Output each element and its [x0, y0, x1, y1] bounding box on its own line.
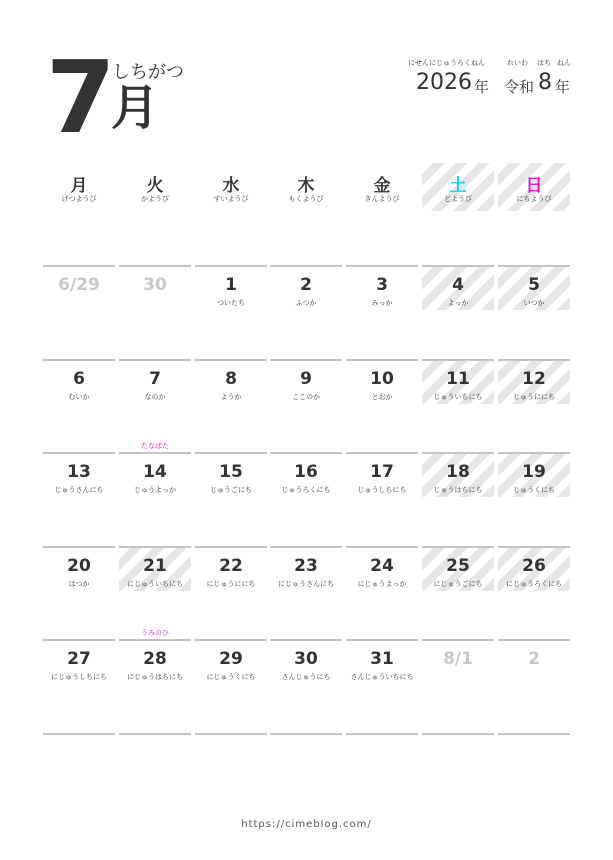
weekday-header	[422, 163, 494, 211]
weekday-reading: すいようび	[213, 195, 249, 203]
day-cell	[119, 629, 191, 733]
weekday-header	[119, 163, 191, 211]
day-number: 14	[143, 462, 167, 482]
day-cell	[270, 452, 342, 546]
weekday-kanji: 火	[146, 176, 164, 196]
weekday-kanji: 水	[222, 176, 240, 196]
day-reading: にじゅうごにち	[433, 580, 483, 588]
weekday-kanji: 月	[70, 176, 88, 196]
weekday-reading: にちようび	[516, 195, 552, 203]
day-number: 24	[370, 556, 394, 576]
day-number: 18	[446, 462, 470, 482]
day-reading: とおか	[371, 393, 393, 401]
day-number: 6	[73, 369, 85, 389]
day-reading: ふつか	[295, 299, 317, 307]
day-cell	[270, 265, 342, 359]
day-cell	[43, 639, 115, 733]
day-reading: じゅうしちにち	[357, 486, 407, 494]
day-reading: じゅうくにち	[513, 486, 555, 494]
day-number: 26	[522, 556, 546, 576]
day-number: 8/1	[443, 649, 473, 669]
day-cell	[195, 359, 267, 453]
era-name: 令和	[504, 78, 535, 96]
day-reading: にじゅうはちにち	[127, 673, 183, 681]
day-cell	[195, 265, 267, 359]
era-reading-3: ねん	[557, 59, 571, 67]
month-reading: しちがつ	[112, 62, 184, 83]
day-number: 15	[219, 462, 243, 482]
day-number: 25	[446, 556, 470, 576]
day-cell	[422, 452, 494, 546]
day-number: 19	[522, 462, 546, 482]
grid-bottom-line	[498, 733, 570, 735]
grid-bottom-line	[346, 733, 418, 735]
day-number: 2	[528, 649, 540, 669]
weekday-header	[195, 163, 267, 211]
day-number: 17	[370, 462, 394, 482]
day-reading: よっか	[447, 299, 469, 307]
day-number: 20	[67, 556, 91, 576]
year-number: 2026	[416, 70, 472, 95]
weekday-kanji: 金	[373, 176, 391, 196]
day-reading: いつか	[523, 299, 545, 307]
day-number: 29	[219, 649, 243, 669]
day-reading: にじゅういちにち	[127, 580, 183, 588]
day-cell	[498, 452, 570, 546]
day-reading: にじゅうろくにち	[506, 580, 562, 588]
weekday-header	[43, 163, 115, 211]
day-number: 1	[225, 275, 237, 295]
day-reading: じゅうさんにち	[54, 486, 104, 494]
year-unit: 年	[474, 78, 490, 96]
day-number: 27	[67, 649, 91, 669]
event-label: たなばた	[141, 442, 169, 450]
grid-bottom-line	[270, 733, 342, 735]
day-cell	[346, 359, 418, 453]
day-number: 22	[219, 556, 243, 576]
day-cell	[422, 639, 494, 733]
day-cell	[422, 265, 494, 359]
day-cell	[498, 359, 570, 453]
weekday-reading: げつようび	[61, 195, 97, 203]
day-number: 2	[300, 275, 312, 295]
day-cell	[270, 359, 342, 453]
day-cell	[498, 639, 570, 733]
day-number: 9	[300, 369, 312, 389]
day-reading: じゅうろくにち	[281, 486, 331, 494]
year-block	[400, 58, 580, 108]
day-reading: はつか	[68, 580, 90, 588]
weekday-kanji: 日	[525, 176, 543, 196]
event-label: うみのひ	[141, 629, 169, 637]
weekday-header	[346, 163, 418, 211]
day-number: 28	[143, 649, 167, 669]
day-reading: ここのか	[292, 393, 320, 401]
footer-url: https://cimeblog.com/	[241, 819, 372, 830]
day-number: 30	[294, 649, 318, 669]
day-cell	[195, 639, 267, 733]
day-cell	[119, 442, 191, 546]
era-reading-2: はち	[537, 59, 551, 67]
weekday-header	[498, 163, 570, 211]
day-reading: みっか	[371, 299, 393, 307]
day-reading: にじゅうににち	[206, 580, 256, 588]
day-cell	[422, 546, 494, 640]
weekday-reading: きんようび	[364, 195, 400, 203]
day-cell	[422, 359, 494, 453]
day-reading: にじゅうくにち	[206, 673, 256, 681]
year-reading: にせんにじゅうろくねん	[408, 59, 485, 67]
day-cell	[119, 359, 191, 453]
day-cell	[346, 265, 418, 359]
day-cell	[43, 359, 115, 453]
grid-bottom-line	[119, 733, 191, 735]
era-number: 8	[538, 70, 552, 95]
day-cell	[346, 639, 418, 733]
day-cell	[195, 452, 267, 546]
day-reading: じゅうはちにち	[433, 486, 483, 494]
weekday-reading: どようび	[444, 195, 472, 203]
day-number: 31	[370, 649, 394, 669]
day-reading: むいか	[68, 393, 90, 401]
weekday-header	[270, 163, 342, 211]
weekday-reading: もくようび	[288, 195, 324, 203]
day-number: 30	[143, 275, 167, 295]
day-reading: にじゅうしちにち	[51, 673, 107, 681]
day-cell	[43, 452, 115, 546]
day-number: 3	[376, 275, 388, 295]
day-reading: じゅういちにち	[433, 393, 483, 401]
era-unit: 年	[555, 78, 571, 96]
day-number: 10	[370, 369, 394, 389]
weekday-reading: かようび	[141, 195, 169, 203]
month-number: 7	[46, 39, 114, 156]
day-number: 13	[67, 462, 91, 482]
grid-bottom-line	[195, 733, 267, 735]
month-kanji: 月	[111, 80, 160, 136]
day-number: 12	[522, 369, 546, 389]
day-cell	[43, 265, 115, 359]
day-number: 8	[225, 369, 237, 389]
day-cell	[498, 265, 570, 359]
day-number: 5	[528, 275, 540, 295]
weekday-kanji: 土	[449, 176, 467, 196]
day-cell	[43, 546, 115, 640]
day-reading: なのか	[144, 393, 166, 401]
day-cell	[346, 546, 418, 640]
day-number: 16	[294, 462, 318, 482]
day-reading: さんじゅういちにち	[350, 673, 414, 681]
day-number: 4	[452, 275, 464, 295]
day-reading: じゅうににち	[513, 393, 555, 401]
day-cell	[270, 639, 342, 733]
era-reading-1: れいわ	[507, 59, 528, 67]
grid-bottom-line	[43, 733, 115, 735]
day-number: 6/29	[58, 275, 100, 295]
day-number: 21	[143, 556, 167, 576]
day-reading: ようか	[220, 393, 242, 401]
day-cell	[498, 546, 570, 640]
grid-bottom-line	[422, 733, 494, 735]
day-reading: ついたち	[217, 299, 245, 307]
day-number: 23	[294, 556, 318, 576]
day-reading: じゅうごにち	[210, 486, 252, 494]
day-number: 11	[446, 369, 470, 389]
day-cell	[346, 452, 418, 546]
day-cell	[195, 546, 267, 640]
day-reading: さんじゅうにち	[281, 673, 331, 681]
day-number: 7	[149, 369, 161, 389]
day-reading: にじゅうよっか	[357, 580, 407, 588]
day-cell	[270, 546, 342, 640]
weekday-kanji: 木	[297, 176, 315, 196]
day-reading: じゅうよっか	[134, 486, 176, 494]
day-cell	[119, 546, 191, 640]
day-reading: にじゅうさんにち	[278, 580, 334, 588]
day-cell	[119, 265, 191, 359]
